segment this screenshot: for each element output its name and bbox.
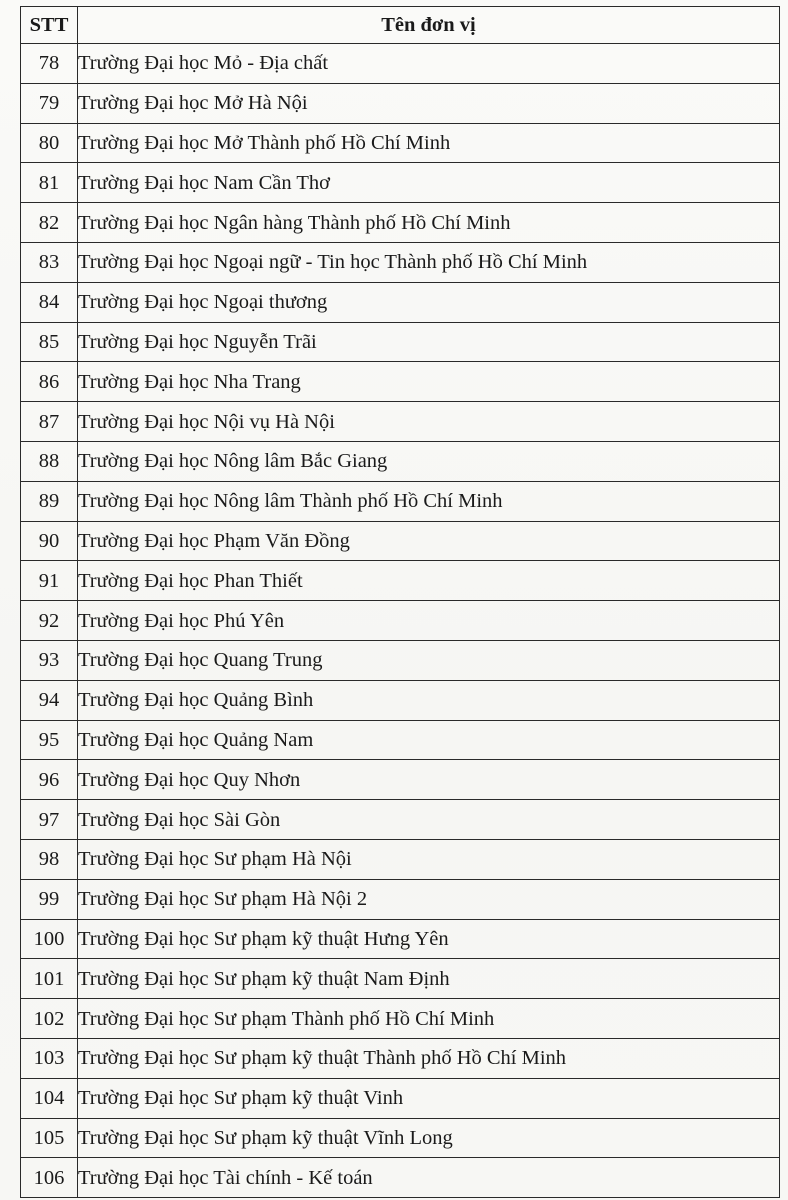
table-row (21, 999, 780, 1039)
table-row (21, 879, 780, 919)
row-unit-name: Trường Đại học Mở Thành phố Hồ Chí Minh (78, 123, 780, 163)
row-unit-name: Trường Đại học Phú Yên (78, 601, 780, 641)
row-stt: 106 (21, 1158, 78, 1198)
table-row (21, 1118, 780, 1158)
table-row (21, 83, 780, 123)
row-stt: 85 (21, 322, 78, 362)
table-row (21, 1038, 780, 1078)
row-unit-name: Trường Đại học Nội vụ Hà Nội (78, 402, 780, 442)
table-row (21, 322, 780, 362)
row-stt: 95 (21, 720, 78, 760)
table-row (21, 561, 780, 601)
table-row (21, 1158, 780, 1198)
row-unit-name: Trường Đại học Nam Cần Thơ (78, 163, 780, 203)
row-unit-name: Trường Đại học Sư phạm kỹ thuật Vĩnh Long (78, 1118, 780, 1158)
table-row (21, 720, 780, 760)
row-unit-name: Trường Đại học Nha Trang (78, 362, 780, 402)
table-body (21, 44, 780, 1198)
row-stt: 82 (21, 203, 78, 243)
row-unit-name: Trường Đại học Quảng Nam (78, 720, 780, 760)
row-stt: 91 (21, 561, 78, 601)
row-unit-name: Trường Đại học Nông lâm Thành phố Hồ Chí Minh (78, 481, 780, 521)
row-stt: 92 (21, 601, 78, 641)
row-unit-name: Trường Đại học Phạm Văn Đồng (78, 521, 780, 561)
table-row (21, 521, 780, 561)
row-stt: 88 (21, 441, 78, 481)
table-row (21, 800, 780, 840)
row-stt: 86 (21, 362, 78, 402)
header-stt: STT (21, 7, 78, 44)
row-unit-name: Trường Đại học Nguyễn Trãi (78, 322, 780, 362)
row-unit-name: Trường Đại học Sư phạm kỹ thuật Vinh (78, 1078, 780, 1118)
row-stt: 102 (21, 999, 78, 1039)
row-stt: 97 (21, 800, 78, 840)
row-unit-name: Trường Đại học Sư phạm kỹ thuật Nam Định (78, 959, 780, 999)
header-row (21, 7, 780, 44)
table-row (21, 203, 780, 243)
row-stt: 81 (21, 163, 78, 203)
row-unit-name: Trường Đại học Sư phạm kỹ thuật Hưng Yên (78, 919, 780, 959)
row-stt: 105 (21, 1118, 78, 1158)
row-unit-name: Trường Đại học Mở Hà Nội (78, 83, 780, 123)
row-unit-name: Trường Đại học Sư phạm kỹ thuật Thành phố Hồ Chí Minh (78, 1038, 780, 1078)
table-row (21, 402, 780, 442)
table-row (21, 640, 780, 680)
row-unit-name: Trường Đại học Sư phạm Hà Nội (78, 839, 780, 879)
header-unit-name: Tên đơn vị (78, 7, 780, 44)
table-row (21, 680, 780, 720)
row-stt: 90 (21, 521, 78, 561)
row-stt: 99 (21, 879, 78, 919)
table-header (21, 7, 780, 44)
table-row (21, 44, 780, 84)
row-unit-name: Trường Đại học Quang Trung (78, 640, 780, 680)
row-stt: 84 (21, 282, 78, 322)
row-stt: 103 (21, 1038, 78, 1078)
row-unit-name: Trường Đại học Phan Thiết (78, 561, 780, 601)
table-row (21, 959, 780, 999)
row-stt: 101 (21, 959, 78, 999)
row-unit-name: Trường Đại học Ngoại thương (78, 282, 780, 322)
row-unit-name: Trường Đại học Quảng Bình (78, 680, 780, 720)
row-stt: 93 (21, 640, 78, 680)
row-stt: 96 (21, 760, 78, 800)
row-unit-name: Trường Đại học Mỏ - Địa chất (78, 44, 780, 84)
table-row (21, 839, 780, 879)
table-row (21, 441, 780, 481)
row-unit-name: Trường Đại học Tài chính - Kế toán (78, 1158, 780, 1198)
table-row (21, 163, 780, 203)
row-stt: 83 (21, 242, 78, 282)
row-stt: 79 (21, 83, 78, 123)
row-stt: 89 (21, 481, 78, 521)
unit-list-table (20, 6, 780, 1198)
row-unit-name: Trường Đại học Sư phạm Thành phố Hồ Chí Minh (78, 999, 780, 1039)
row-stt: 87 (21, 402, 78, 442)
row-stt: 80 (21, 123, 78, 163)
row-unit-name: Trường Đại học Sư phạm Hà Nội 2 (78, 879, 780, 919)
row-unit-name: Trường Đại học Nông lâm Bắc Giang (78, 441, 780, 481)
table-row (21, 919, 780, 959)
row-unit-name: Trường Đại học Ngân hàng Thành phố Hồ Chí Minh (78, 203, 780, 243)
row-unit-name: Trường Đại học Sài Gòn (78, 800, 780, 840)
table-row (21, 242, 780, 282)
row-stt: 100 (21, 919, 78, 959)
table-row (21, 1078, 780, 1118)
row-stt: 104 (21, 1078, 78, 1118)
table-row (21, 760, 780, 800)
row-stt: 94 (21, 680, 78, 720)
table-row (21, 123, 780, 163)
table-row (21, 282, 780, 322)
table-row (21, 601, 780, 641)
row-stt: 78 (21, 44, 78, 84)
table-row (21, 481, 780, 521)
table-row (21, 362, 780, 402)
row-unit-name: Trường Đại học Quy Nhơn (78, 760, 780, 800)
row-unit-name: Trường Đại học Ngoại ngữ - Tin học Thành phố Hồ Chí Minh (78, 242, 780, 282)
row-stt: 98 (21, 839, 78, 879)
